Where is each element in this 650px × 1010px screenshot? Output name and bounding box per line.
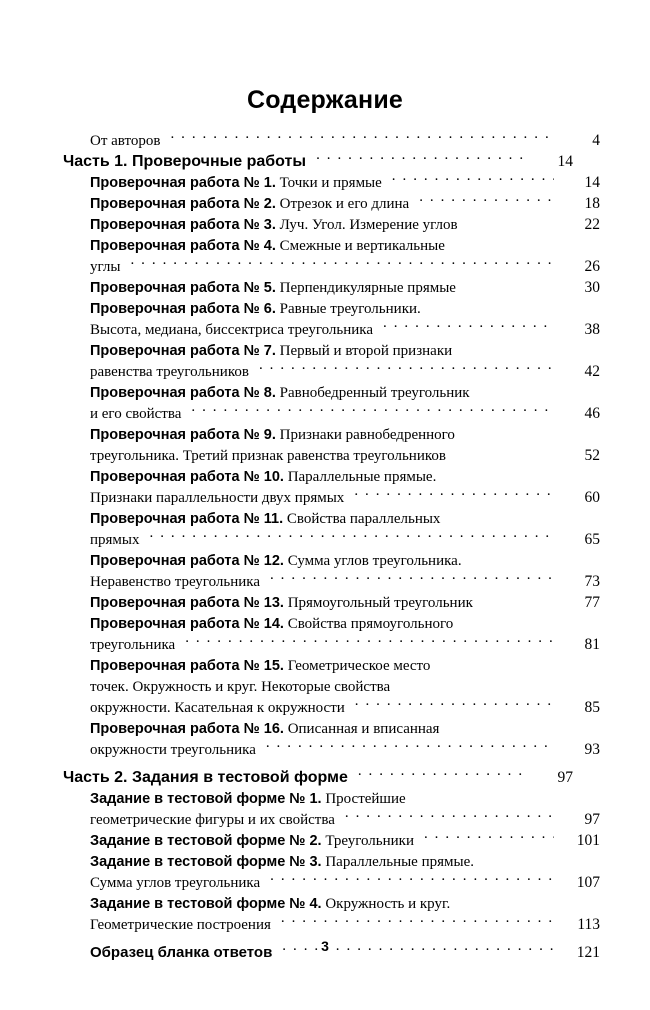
toc-entry-label: Проверочная работа № 2. bbox=[90, 196, 276, 212]
toc-entry-page-number: 22 bbox=[584, 216, 600, 233]
toc-entry-title: Равные треугольники. bbox=[279, 301, 421, 317]
toc-entry-title: Признаки параллельности двух прямых bbox=[90, 490, 345, 506]
toc-entry-title: Параллельные прямые. bbox=[287, 469, 437, 485]
toc-entry-label: Задание в тестовой форме № 4. bbox=[90, 896, 322, 912]
dot-leader bbox=[316, 145, 527, 166]
toc-entry-title: и его свойства bbox=[90, 406, 182, 422]
toc-entry-title: геометрические фигуры и их свойства bbox=[90, 812, 335, 828]
toc-entry-page-number: 4 bbox=[592, 132, 600, 149]
dot-leader bbox=[449, 712, 554, 733]
toc-entry-label: Проверочная работа № 3. bbox=[90, 217, 276, 233]
dot-leader bbox=[480, 376, 554, 397]
dot-leader bbox=[446, 460, 554, 481]
toc-entry-label: Проверочная работа № 1. bbox=[90, 175, 276, 191]
toc-entry-page-number: 38 bbox=[584, 321, 600, 338]
dot-leader bbox=[440, 649, 554, 670]
toc-entry-label: Проверочная работа № 8. bbox=[90, 385, 276, 401]
toc-entry-label: Проверочная работа № 13. bbox=[90, 595, 284, 611]
toc-entry-page-number: 73 bbox=[584, 573, 600, 590]
toc-entry-page-number: 30 bbox=[584, 279, 600, 296]
dot-leader bbox=[466, 271, 554, 292]
dot-leader bbox=[392, 166, 554, 187]
toc-entry-page-number: 26 bbox=[584, 258, 600, 275]
dot-leader bbox=[424, 824, 554, 845]
toc-entry-title: Треугольники bbox=[325, 833, 414, 849]
toc-entry-page-number: 97 bbox=[584, 811, 600, 828]
dot-leader bbox=[270, 565, 554, 586]
toc-entry-title: Луч. Угол. Измерение углов bbox=[279, 217, 458, 233]
toc-entry-label: Задание в тестовой форме № 1. bbox=[90, 791, 322, 807]
toc-entry-title: равенства треугольников bbox=[90, 364, 249, 380]
toc-entry-page-number: 85 bbox=[584, 699, 600, 716]
toc-entry-page-number: 60 bbox=[584, 489, 600, 506]
toc-entry[interactable] bbox=[63, 250, 600, 275]
toc-entry-title: треугольника. Третий признак равенства треугольников bbox=[90, 448, 446, 464]
toc-entry-label: Проверочная работа № 14. bbox=[90, 616, 284, 632]
toc-entry[interactable] bbox=[63, 761, 573, 786]
dot-leader bbox=[468, 208, 554, 229]
toc-entry-title: Неравенство треугольника bbox=[90, 574, 260, 590]
toc-entry-title: Первый и второй признаки bbox=[279, 343, 453, 359]
dot-leader bbox=[456, 439, 554, 460]
toc-entry-page-number: 97 bbox=[557, 769, 573, 786]
dot-leader bbox=[191, 397, 554, 418]
toc-entry-label: Проверочная работа № 6. bbox=[90, 301, 276, 317]
toc-entry-label: Проверочная работа № 5. bbox=[90, 280, 276, 296]
toc-entry-title: Окружность и круг. bbox=[325, 896, 451, 912]
toc-entry-title: Отрезок и его длина bbox=[279, 196, 410, 212]
toc-entry-page-number: 107 bbox=[576, 874, 600, 891]
dot-leader bbox=[170, 124, 554, 145]
toc-entry-label: Проверочная работа № 16. bbox=[90, 721, 284, 737]
toc-entry-title: Смежные и вертикальные bbox=[279, 238, 445, 254]
toc-entry-label: Задание в тестовой форме № 3. bbox=[90, 854, 322, 870]
dot-leader bbox=[354, 481, 554, 502]
dot-leader bbox=[345, 803, 554, 824]
dot-leader bbox=[483, 586, 554, 607]
dot-leader bbox=[130, 250, 554, 271]
toc-entry-title: Свойства параллельных bbox=[286, 511, 441, 527]
toc-entry-label: Проверочная работа № 12. bbox=[90, 553, 284, 569]
dot-leader bbox=[150, 523, 555, 544]
dot-leader bbox=[416, 782, 554, 803]
toc-entry-label: Проверочная работа № 7. bbox=[90, 343, 276, 359]
toc-entry-title: окружности треугольника bbox=[90, 742, 256, 758]
toc-entry-page-number: 93 bbox=[584, 741, 600, 758]
dot-leader bbox=[185, 628, 554, 649]
toc-entry-title: Простейшие bbox=[325, 791, 406, 807]
toc-entry-title: точек. Окружность и круг. Некоторые свойства bbox=[90, 679, 391, 695]
table-of-contents bbox=[63, 124, 600, 961]
toc-entry[interactable] bbox=[63, 124, 600, 149]
toc-entry-title: Геометрические построения bbox=[90, 917, 271, 933]
dot-leader bbox=[383, 313, 554, 334]
toc-entry-label: Проверочная работа № 15. bbox=[90, 658, 284, 674]
dot-leader bbox=[450, 502, 554, 523]
toc-entry-label: Проверочная работа № 10. bbox=[90, 469, 284, 485]
toc-entry-title: Высота, медиана, биссектриса треугольника bbox=[90, 322, 374, 338]
dot-leader bbox=[465, 418, 554, 439]
toc-entry-title: углы bbox=[90, 259, 121, 275]
dot-leader bbox=[472, 544, 554, 565]
toc-entry-page-number: 65 bbox=[584, 531, 600, 548]
toc-entry-title: Свойства прямоугольного bbox=[287, 616, 454, 632]
dot-leader bbox=[266, 733, 554, 754]
toc-entry-page-number: 42 bbox=[584, 363, 600, 380]
toc-entry[interactable] bbox=[63, 271, 600, 296]
toc-entry-title: Параллельные прямые. bbox=[325, 854, 474, 870]
toc-entry-title: Точки и прямые bbox=[279, 175, 382, 191]
page-title: Содержание bbox=[246, 86, 404, 114]
toc-entry-title: Часть 1. Проверочные работы bbox=[63, 153, 307, 170]
toc-entry-title: треугольника bbox=[90, 637, 176, 653]
toc-entry-title: Часть 2. Задания в тестовой форме bbox=[63, 769, 348, 786]
dot-leader bbox=[358, 761, 527, 782]
dot-leader bbox=[355, 691, 554, 712]
toc-entry-page-number: 52 bbox=[584, 447, 600, 464]
toc-entry-label: Задание в тестовой форме № 2. bbox=[90, 833, 322, 849]
toc-entry[interactable] bbox=[63, 544, 600, 569]
toc-entry-title: Геометрическое место bbox=[287, 658, 431, 674]
dot-leader bbox=[431, 292, 554, 313]
toc-entry-label: Проверочная работа № 11. bbox=[90, 511, 284, 527]
toc-entry-title: прямых bbox=[90, 532, 140, 548]
toc-entry-page-number: 18 bbox=[584, 195, 600, 212]
dot-leader bbox=[462, 334, 554, 355]
dot-leader bbox=[460, 887, 554, 908]
toc-entry-title: Перпендикулярные прямые bbox=[279, 280, 456, 296]
toc-entry-title: Равнобедренный треугольник bbox=[279, 385, 470, 401]
toc-entry-page-number: 101 bbox=[576, 832, 600, 849]
dot-leader bbox=[463, 607, 554, 628]
toc-entry-page-number: 14 bbox=[584, 174, 600, 191]
page-folio: 3 bbox=[321, 938, 329, 954]
toc-entry-page-number: 113 bbox=[577, 916, 600, 933]
dot-leader bbox=[259, 355, 554, 376]
dot-leader bbox=[455, 229, 554, 250]
dot-leader bbox=[281, 908, 554, 929]
dot-leader bbox=[270, 866, 554, 887]
toc-entry-page-number: 121 bbox=[576, 944, 600, 961]
toc-entry-label: Проверочная работа № 9. bbox=[90, 427, 276, 443]
toc-entry-page-number: 14 bbox=[557, 153, 573, 170]
toc-entry-title: Прямоугольный треугольник bbox=[287, 595, 473, 611]
toc-entry-title: Образец бланка ответов bbox=[90, 944, 273, 961]
toc-entry-title: Признаки равнобедренного bbox=[279, 427, 455, 443]
toc-entry-title: Сумма углов треугольника. bbox=[287, 553, 462, 569]
toc-entry-title: От авторов bbox=[90, 133, 161, 149]
toc-entry-page-number: 46 bbox=[584, 405, 600, 422]
dot-leader bbox=[484, 845, 554, 866]
toc-entry-title: окружности. Касательная к окружности bbox=[90, 700, 345, 716]
toc-entry-page-number: 81 bbox=[584, 636, 600, 653]
toc-entry-label: Проверочная работа № 4. bbox=[90, 238, 276, 254]
toc-entry-title: Сумма углов треугольника bbox=[90, 875, 261, 891]
dot-leader bbox=[400, 670, 554, 691]
toc-entry-title: Описанная и вписанная bbox=[287, 721, 440, 737]
dot-leader bbox=[419, 187, 554, 208]
toc-entry-page-number: 77 bbox=[584, 594, 600, 611]
